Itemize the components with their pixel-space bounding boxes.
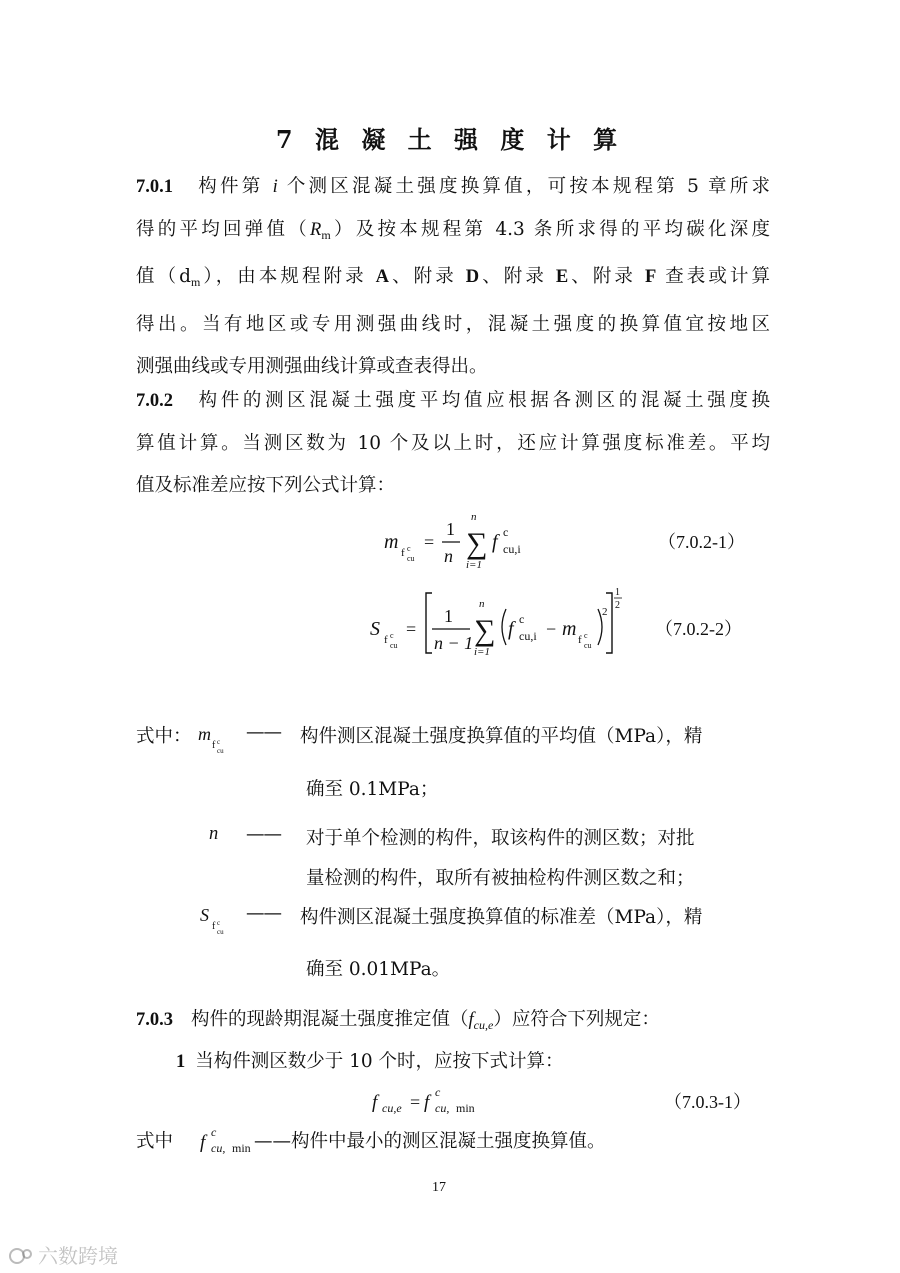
text-line: 得出。当有地区或专用测强曲线时，混凝土强度的换算值宜按地区 bbox=[136, 313, 770, 335]
section-number: 7.0.3 bbox=[136, 1010, 173, 1030]
minus: − bbox=[546, 619, 557, 639]
f-superscript: c bbox=[503, 525, 509, 539]
square-exponent: 2 bbox=[602, 606, 608, 618]
appendix-E: E bbox=[555, 267, 569, 287]
where2-f-symbol bbox=[196, 1122, 256, 1160]
S-subscript: f bbox=[212, 921, 216, 932]
text: 、附录 bbox=[568, 266, 645, 287]
page-number: 17 bbox=[432, 1180, 446, 1195]
f-subscript: cu,i bbox=[503, 542, 521, 556]
appendix-F: F bbox=[644, 267, 657, 287]
dash: —— bbox=[246, 824, 281, 845]
sum-upper: n bbox=[479, 598, 485, 610]
text: 、附录 bbox=[389, 266, 466, 287]
f-subscript: cu, bbox=[211, 1141, 226, 1155]
m-description-line1: 构件测区混凝土强度换算值的平均值（MPa），精 bbox=[300, 726, 703, 747]
n-description-line1: 对于单个检测的构件，取该构件的测区数；对批 bbox=[306, 828, 695, 849]
text: 、附录 bbox=[479, 266, 556, 287]
m-subscript-sub: cu bbox=[217, 747, 224, 755]
text: ）及按本规程第 4.3 条所求得的平均碳化深度 bbox=[330, 218, 770, 240]
text: 得的平均回弹值（ bbox=[136, 218, 311, 240]
text: 构件的测区混凝土强度平均值应根据各测区的混凝土强度换 bbox=[195, 390, 770, 411]
f2-subscript-min: min bbox=[456, 1101, 475, 1115]
where-label: 式中： bbox=[136, 726, 192, 747]
text: ）应符合下列规定： bbox=[493, 1009, 660, 1030]
m-subscript: f bbox=[578, 634, 582, 646]
equation-number: （7.0.2-1） bbox=[658, 532, 745, 552]
text: 值（d bbox=[136, 266, 191, 287]
f-subscript: cu,e bbox=[473, 1018, 494, 1032]
f-symbol: f bbox=[468, 1010, 474, 1030]
f-symbol: f bbox=[200, 1132, 206, 1153]
text: 构件的现龄期混凝土强度推定值（ bbox=[191, 1009, 469, 1030]
S-subscript-sup: c bbox=[217, 919, 221, 927]
symbol-i: i bbox=[272, 177, 278, 197]
m-subscript-sub: cu bbox=[584, 641, 592, 650]
dash: —— bbox=[246, 903, 281, 924]
f2-subscript: cu, bbox=[435, 1101, 450, 1115]
where2-description: ——构件中最小的测区混凝土强度换算值。 bbox=[254, 1131, 606, 1152]
S-subscript-sub: cu bbox=[390, 641, 398, 650]
m-subscript: f bbox=[401, 547, 405, 559]
m-subscript-sup: c bbox=[584, 631, 588, 640]
f-superscript: c bbox=[519, 612, 525, 626]
f-subscript-min: min bbox=[232, 1141, 251, 1155]
f-symbol: f bbox=[372, 1092, 378, 1113]
left-bracket bbox=[426, 593, 432, 653]
m-symbol: m bbox=[384, 531, 399, 553]
text: 构件第 bbox=[195, 176, 273, 197]
S-symbol: S bbox=[370, 618, 380, 640]
f2-superscript: c bbox=[435, 1085, 441, 1099]
equals: = bbox=[424, 532, 435, 552]
text-line: 算值计算。当测区数为 10 个及以上时，还应计算强度标准差。平均 bbox=[136, 432, 770, 454]
equation-7-0-2-2 bbox=[366, 585, 786, 665]
text: 查表或计算 bbox=[656, 266, 770, 287]
equation-7-0-3-1 bbox=[368, 1080, 788, 1120]
S-subscript: f bbox=[384, 634, 388, 646]
section-number: 7.0.1 bbox=[136, 177, 173, 197]
equation-number: （7.0.2-2） bbox=[655, 619, 742, 639]
appendix-D: D bbox=[465, 267, 480, 287]
subscript: m bbox=[321, 227, 331, 242]
text-line: 值及标准差应按下列公式计算： bbox=[136, 475, 396, 496]
fraction-denominator: n bbox=[444, 546, 453, 566]
where-m-symbol bbox=[194, 720, 234, 756]
equals: = bbox=[406, 619, 417, 639]
m-symbol: m bbox=[198, 724, 211, 744]
fraction-numerator: 1 bbox=[444, 606, 453, 626]
m-subscript-sup: c bbox=[407, 544, 411, 553]
exponent-numerator: 1 bbox=[615, 587, 620, 598]
left-paren bbox=[502, 609, 506, 645]
watermark-text: 六数跨境 bbox=[38, 1244, 118, 1268]
f-symbol-2: f bbox=[424, 1092, 430, 1113]
section-7-0-3 bbox=[136, 1005, 660, 1033]
m-subscript-sub: cu bbox=[407, 554, 415, 563]
item-1 bbox=[176, 1047, 564, 1073]
dash: —— bbox=[246, 722, 281, 743]
sum-lower: i=1 bbox=[474, 646, 490, 658]
f-subscript: cu,i bbox=[519, 629, 537, 643]
fraction-numerator: 1 bbox=[446, 519, 455, 539]
fraction-denominator: n − 1 bbox=[434, 633, 474, 653]
m-description-line2: 确至 0.1MPa； bbox=[306, 779, 439, 800]
n-symbol: n bbox=[209, 824, 219, 844]
S-description-line2: 确至 0.01MPa。 bbox=[306, 959, 451, 980]
symbol-R: R bbox=[310, 219, 322, 240]
text: 个测区混凝土强度换算值，可按本规程第 5 章所求 bbox=[277, 176, 770, 197]
sum-upper: n bbox=[471, 511, 477, 523]
S-subscript-sup: c bbox=[390, 631, 394, 640]
f-symbol: f bbox=[508, 618, 514, 640]
n-description-line2: 量检测的构件，取所有被抽检构件测区数之和； bbox=[306, 868, 695, 889]
sum-sign: ∑ bbox=[466, 527, 488, 560]
subscript: m bbox=[190, 275, 201, 289]
S-subscript-sub: cu bbox=[217, 928, 224, 936]
m-symbol: m bbox=[562, 618, 577, 640]
f-symbol: f bbox=[492, 531, 498, 553]
sum-sign: ∑ bbox=[474, 614, 496, 647]
equation-7-0-2-1 bbox=[370, 508, 790, 588]
m-subscript-sup: c bbox=[217, 738, 221, 746]
chapter-title: 7 混 凝 土 强 度 计 算 bbox=[275, 125, 625, 154]
item-number: 1 bbox=[176, 1052, 186, 1072]
where-S-symbol bbox=[196, 901, 236, 937]
f-superscript: c bbox=[211, 1125, 217, 1139]
S-symbol: S bbox=[200, 905, 209, 925]
where2-label: 式中 bbox=[136, 1131, 174, 1152]
equals: = bbox=[410, 1092, 421, 1112]
section-number: 7.0.2 bbox=[136, 391, 173, 411]
watermark-logo-icon bbox=[8, 1246, 34, 1266]
f-subscript: cu,e bbox=[382, 1101, 402, 1115]
S-description-line1: 构件测区混凝土强度换算值的标准差（MPa），精 bbox=[300, 907, 703, 928]
m-subscript: f bbox=[212, 740, 216, 751]
section-7-0-1 bbox=[136, 166, 770, 389]
section-7-0-2 bbox=[136, 380, 770, 508]
equation-number: （7.0.3-1） bbox=[664, 1092, 751, 1112]
text: ），由本规程附录 bbox=[200, 266, 376, 287]
sum-lower: i=1 bbox=[466, 559, 482, 571]
exponent-denominator: 2 bbox=[615, 600, 620, 611]
right-bracket bbox=[606, 593, 612, 653]
watermark bbox=[8, 1240, 118, 1269]
text-line: 测强曲线或专用测强曲线计算或查表得出。 bbox=[136, 356, 488, 377]
appendix-A: A bbox=[375, 267, 390, 287]
item-text: 当构件测区数少于 10 个时，应按下式计算： bbox=[195, 1051, 564, 1072]
